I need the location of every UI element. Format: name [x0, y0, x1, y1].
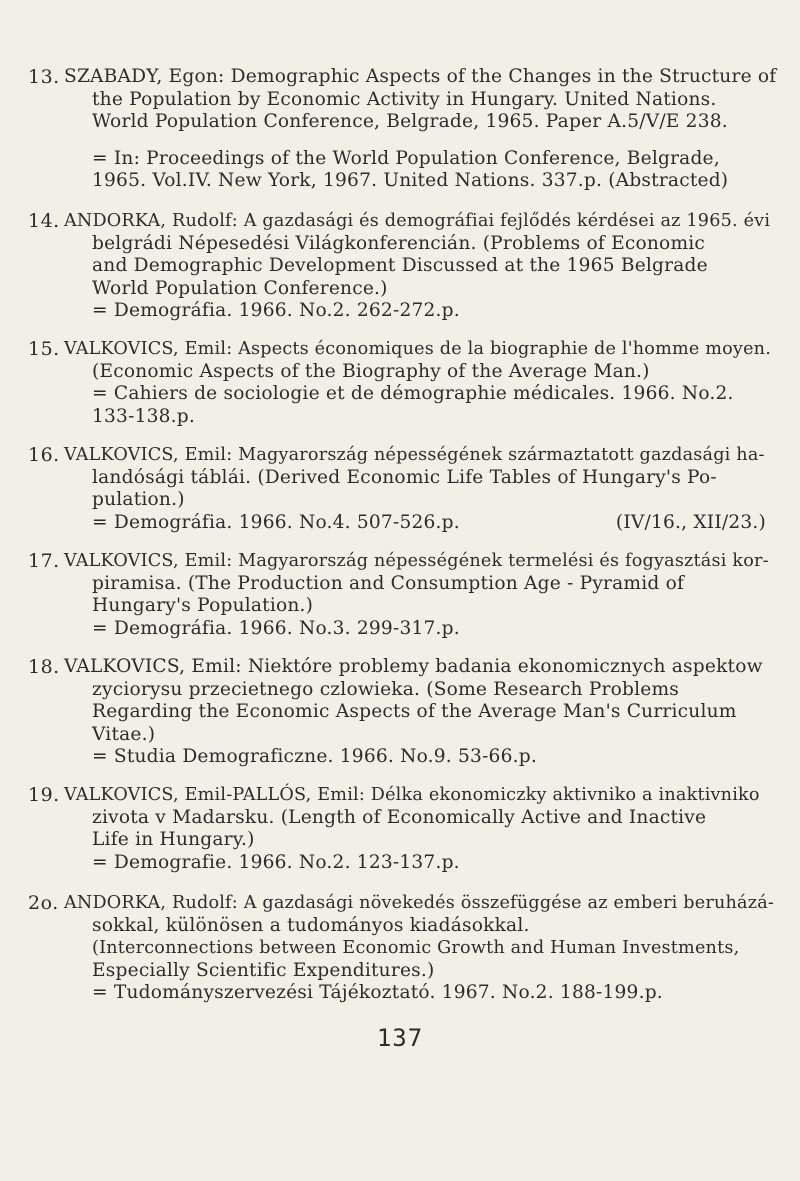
entry-line: World Population Conference.) — [92, 277, 388, 299]
entry-line: 1965. Vol.IV. New York, 1967. United Nations. 337.p. (Abstracted) — [92, 170, 729, 192]
entry-line: ANDORKA, Rudolf: A gazdasági és demográfiai fejlődés kérdései az 1965. évi — [64, 211, 771, 231]
bibliography-entry-17 — [28, 550, 788, 640]
entry-number: 14. — [28, 210, 60, 232]
entry-line: = Cahiers de sociologie et de démographie médicales. 1966. No.2. — [92, 383, 734, 405]
entry-line: = Demográfia. 1966. No.2. 262-272.p. — [92, 300, 460, 322]
page-number: 137 — [376, 1024, 424, 1052]
bibliography-entry-16 — [28, 444, 788, 534]
entry-line: zivota v Madarsku. (Length of Economically Active and Inactive — [92, 806, 707, 828]
entry-line: ANDORKA, Rudolf: A gazdasági növekedés összefüggése az emberi beruházá- — [64, 893, 775, 913]
entry-line: VALKOVICS, Emil: Magyarország népességének termelési és fogyasztási kor- — [64, 551, 769, 571]
entry-line: VALKOVICS, Emil: Niektóre problemy badania ekonomicznych aspektow — [64, 656, 763, 677]
entry-line: the Population by Economic Activity in Hungary. United Nations. — [92, 88, 717, 110]
entry-number: 15. — [28, 338, 60, 360]
entry-line: and Demographic Development Discussed at the 1965 Belgrade — [92, 255, 708, 277]
bibliography-entry-20 — [28, 892, 788, 1005]
entry-line: VALKOVICS, Emil: Aspects économiques de la biographie de l'homme moyen. — [64, 339, 772, 359]
entry-line: = Demográfia. 1966. No.3. 299-317.p. — [92, 617, 460, 639]
entry-line: zyciorysu przecietnego czlowieka. (Some Research Problems — [92, 678, 680, 700]
entry-line: = Demografie. 1966. No.2. 123-137.p. — [92, 851, 460, 873]
bibliography-entry-19 — [28, 784, 788, 874]
entry-line: Life in Hungary.) — [92, 829, 255, 851]
entry-line: = In: Proceedings of the World Population Conference, Belgrade, — [92, 147, 720, 169]
entry-number: 16. — [28, 444, 60, 466]
entry-line: landósági táblái. (Derived Economic Life Tables of Hungary's Po- — [92, 466, 717, 488]
entry-line: belgrádi Népesedési Világkonferencián. (Problems of Economic — [92, 232, 706, 254]
bibliography-entry-14 — [28, 210, 788, 323]
entry-line: (Interconnections between Economic Growth and Human Investments, — [92, 938, 740, 959]
bibliography-entry-15 — [28, 338, 788, 428]
entry-line: VALKOVICS, Emil: Magyarország népességének származtatott gazdasági ha- — [64, 445, 765, 465]
entry-line: 133-138.p. — [92, 405, 195, 427]
entry-number: 2o. — [28, 892, 59, 914]
entry-line: = Studia Demograficzne. 1966. No.9. 53-66.p. — [92, 746, 537, 768]
entry-line: Regarding the Economic Aspects of the Average Man's Curriculum — [92, 701, 737, 723]
entry-line: Especially Scientific Expenditures.) — [92, 959, 435, 981]
citation-text: = Demográfia. 1966. No.4. 507-526.p. — [92, 511, 460, 533]
entry-line: Vitae.) — [92, 723, 156, 745]
entry-number: 19. — [28, 784, 60, 806]
entry-line: sokkal, különösen a tudományos kiadásokkal. — [92, 914, 530, 936]
entry-number: 17. — [28, 550, 60, 572]
entry-line: pulation.) — [92, 489, 185, 511]
entry-line: = Tudományszervezési Tájékoztató. 1967. No.2. 188-199.p. — [92, 982, 663, 1004]
entry-line — [64, 512, 788, 535]
entry-number: 13. — [28, 66, 60, 88]
bibliography-entry-18 — [28, 656, 788, 769]
entry-line: World Population Conference, Belgrade, 1965. Paper A.5/V/E 238. — [92, 111, 728, 133]
entry-line: (Economic Aspects of the Biography of the Average Man.) — [92, 360, 650, 382]
bibliography-entry-13 — [28, 66, 788, 193]
entry-line: piramisa. (The Production and Consumption Age - Pyramid of — [92, 572, 685, 594]
entry-line: SZABADY, Egon: Demographic Aspects of the Changes in the Structure of — [64, 66, 777, 87]
entry-line: Hungary's Population.) — [92, 595, 314, 617]
entry-line: VALKOVICS, Emil-PALLÓS, Emil: Délka ekonomiczky aktivniko a inaktivniko — [64, 785, 760, 805]
entry-number: 18. — [28, 656, 60, 678]
cross-reference-note: (IV/16., XII/23.) — [615, 511, 766, 533]
